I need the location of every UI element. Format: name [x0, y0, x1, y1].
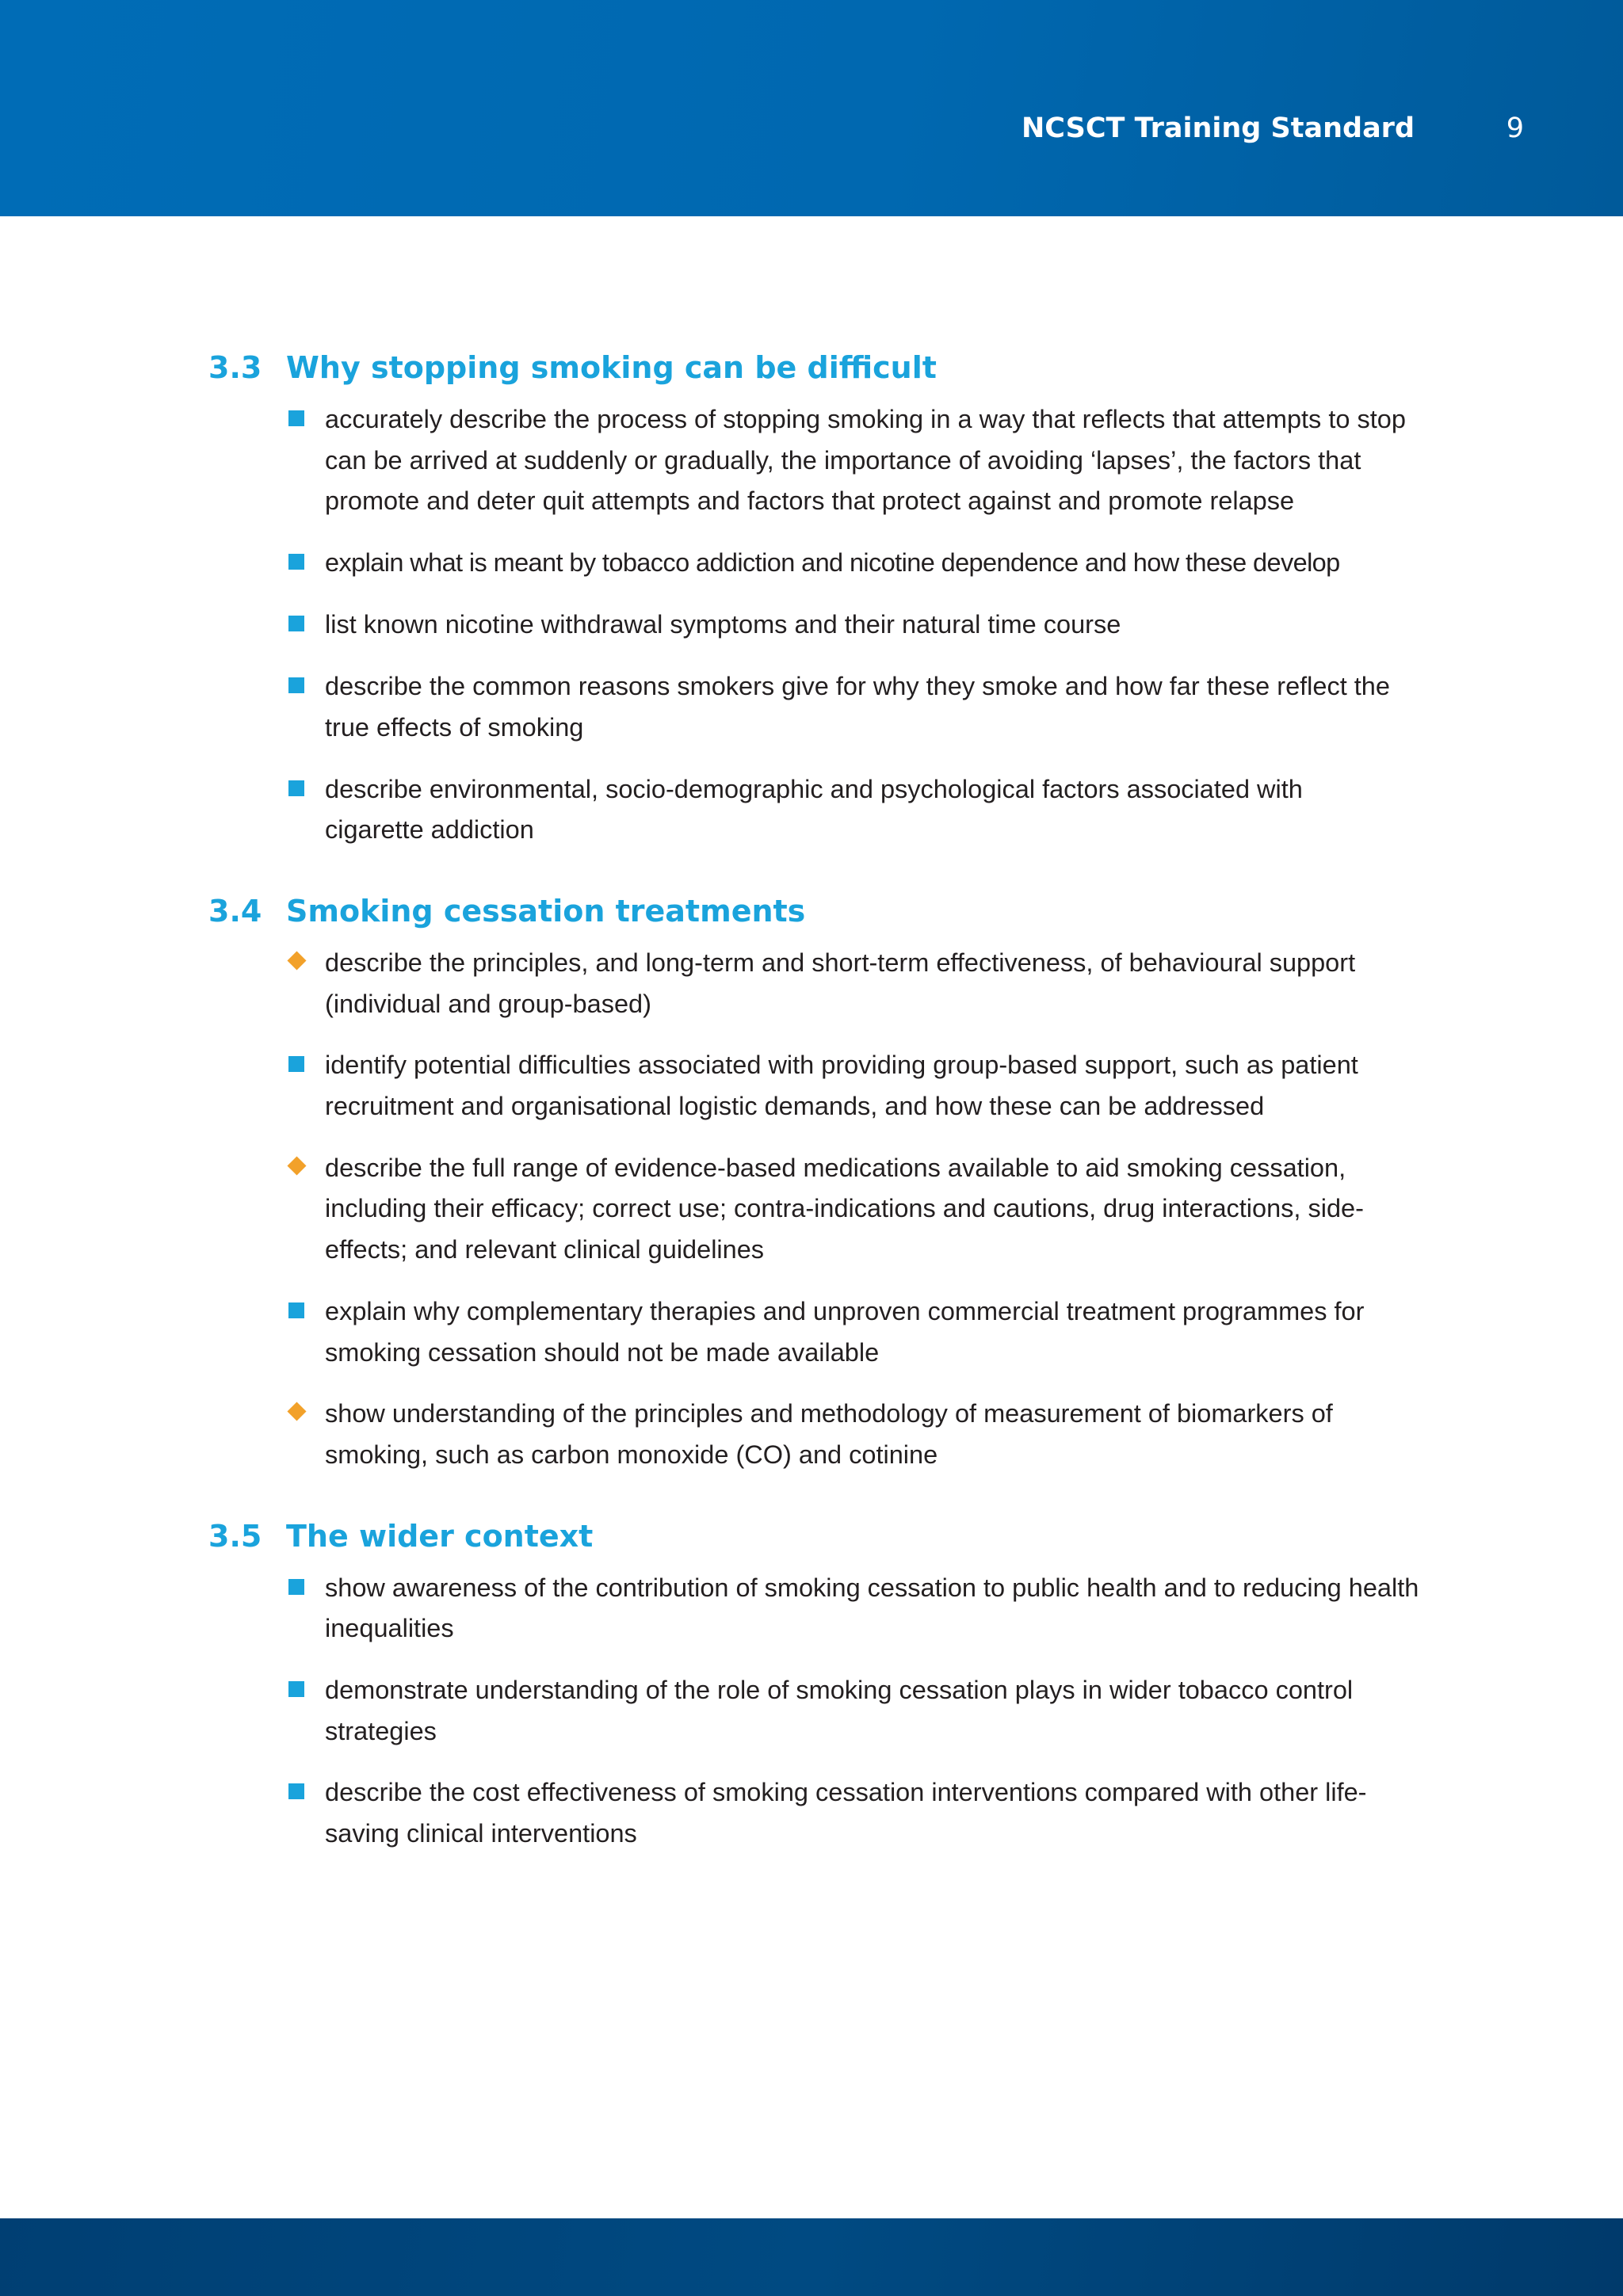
document-title: NCSCT Training Standard: [1021, 113, 1415, 144]
list-item: [286, 399, 1429, 522]
section-title: Smoking cessation treatments: [286, 893, 806, 929]
diamond-bullet-icon: [286, 1148, 325, 1189]
bullet-list: [208, 399, 1429, 851]
list-item-text: describe the cost effectiveness of smoking cessation interventions compared with other life-saving clinical interventions: [325, 1778, 1367, 1848]
square-bullet-icon: [286, 1772, 325, 1814]
list-item-text: show understanding of the principles and methodology of measurement of biomarkers of smoking, such as carbon monoxide (CO) and cotinine: [325, 1399, 1333, 1469]
section-number: 3.5: [208, 1518, 262, 1554]
list-item-text: explain why complementary therapies and unproven commercial treatment programmes for smoking cessation should not be made available: [325, 1296, 1365, 1367]
square-bullet-icon: [286, 543, 325, 584]
list-item: [286, 1670, 1429, 1752]
list-item: [286, 943, 1429, 1024]
list-item: [286, 1291, 1429, 1373]
square-bullet-icon: [286, 399, 325, 441]
section-3-5: [208, 1511, 1429, 1855]
square-bullet-icon: [286, 1045, 325, 1086]
section-title: The wider context: [286, 1518, 594, 1554]
page-footer: [0, 2218, 1623, 2296]
diamond-bullet-icon: [286, 943, 325, 984]
section-heading: [208, 886, 1429, 936]
diamond-bullet-icon: [286, 1394, 325, 1435]
main-content: [208, 342, 1429, 1855]
square-bullet-icon: [286, 666, 325, 707]
page-header: [0, 0, 1623, 216]
list-item: [286, 666, 1429, 748]
section-title: Why stopping smoking can be difficult: [286, 350, 937, 385]
list-item: [286, 1772, 1429, 1854]
square-bullet-icon: [286, 1670, 325, 1711]
bullet-list: [208, 943, 1429, 1476]
list-item-text: demonstrate understanding of the role of smoking cessation plays in wider tobacco control strategies: [325, 1676, 1354, 1745]
list-item: [286, 1394, 1429, 1475]
section-3-3: [208, 342, 1429, 851]
list-item-text: accurately describe the process of stopping smoking in a way that reflects that attempts to stop can be arrived at suddenly or gradually, the importance of avoiding ‘lapses’, the factors that promote and deter quit attempts and factors that protect against and promote relapse: [325, 405, 1406, 516]
section-3-4: [208, 886, 1429, 1476]
list-item-text: explain what is meant by tobacco addiction and nicotine dependence and how these develop: [325, 548, 1340, 578]
page-number: 9: [1506, 113, 1524, 144]
list-item-text: show awareness of the contribution of smoking cessation to public health and to reducing health inequalities: [325, 1573, 1419, 1643]
list-item-text: describe the full range of evidence-based medications available to aid smoking cessation, including their efficacy; correct use; contra-indications and cautions, drug interactions, side-effects; and relevant clinical guidelines: [325, 1153, 1364, 1264]
list-item: [286, 543, 1429, 584]
list-item: [286, 1148, 1429, 1271]
list-item-text: identify potential difficulties associated with providing group-based support, such as patient recruitment and organisational logistic demands, and how these can be addressed: [325, 1051, 1358, 1121]
list-item: [286, 1568, 1429, 1650]
list-item: [286, 769, 1429, 851]
square-bullet-icon: [286, 605, 325, 646]
square-bullet-icon: [286, 769, 325, 810]
square-bullet-icon: [286, 1291, 325, 1333]
bullet-list: [208, 1568, 1429, 1855]
list-item-text: describe the principles, and long-term and short-term effectiveness, of behavioural support (individual and group-based): [325, 948, 1356, 1018]
list-item-text: describe the common reasons smokers give for why they smoke and how far these reflect the true effects of smoking: [325, 672, 1390, 742]
section-heading: [208, 342, 1429, 393]
list-item: [286, 605, 1429, 646]
section-heading: [208, 1511, 1429, 1562]
list-item-text: list known nicotine withdrawal symptoms and their natural time course: [325, 610, 1121, 639]
section-number: 3.3: [208, 350, 262, 385]
square-bullet-icon: [286, 1568, 325, 1609]
section-number: 3.4: [208, 893, 262, 929]
list-item-text: describe environmental, socio-demographic and psychological factors associated with cigarette addiction: [325, 774, 1303, 845]
list-item: [286, 1045, 1429, 1127]
